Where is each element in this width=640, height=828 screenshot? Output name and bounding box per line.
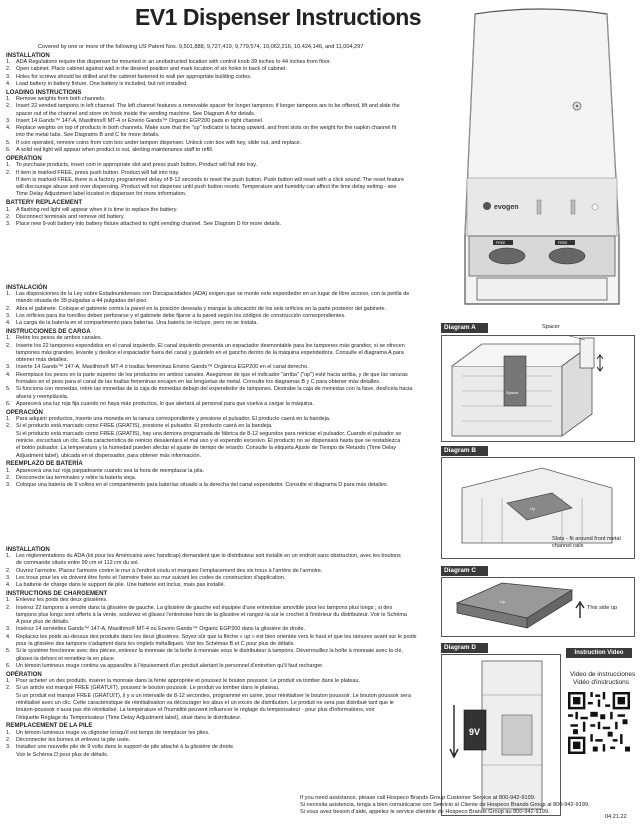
step-continuation: mando situada de 39 pulgadas a 44 pulgadas del piso. bbox=[16, 298, 148, 305]
step-text: Retire los pesos de ambos canales. bbox=[16, 335, 103, 342]
diagram-a-spacer-callout: Spacer bbox=[542, 324, 560, 330]
qr-code[interactable] bbox=[568, 692, 630, 754]
instruction-step bbox=[6, 744, 431, 751]
footer-french: Si vous avez besoin d'aide, appelez le service clientèle de Hospeco Brands Group au 800-942-9199. bbox=[300, 809, 550, 815]
step-number: 3. bbox=[6, 744, 11, 751]
instruction-step bbox=[6, 74, 431, 81]
step-continuation: de commande situés entre 99 cm et 112 cm du sol. bbox=[16, 560, 139, 567]
step-continuation: Voir le Schéma D pour plus de détails. bbox=[16, 751, 109, 758]
instruction-step bbox=[6, 582, 431, 589]
instruction-step bbox=[6, 416, 431, 423]
dispenser-illustration bbox=[447, 6, 633, 306]
instruction-step bbox=[6, 626, 431, 633]
step-number: 4. bbox=[6, 633, 11, 640]
diagram-d-illustration bbox=[442, 655, 560, 815]
step-number: 2. bbox=[6, 213, 11, 220]
section-heading: REEMPLAZO DE BATERÍA bbox=[6, 460, 83, 468]
step-text: Inserte 14 Gands™ 147-A, Maxithins® MT-4 o toallas femeninas Envirio Gands™ Orgánica EGP200 en el canal derecho. bbox=[16, 364, 309, 371]
step-number: 6. bbox=[6, 400, 11, 407]
step-number: 5. bbox=[6, 386, 11, 393]
step-text: La carga de la batería en el compartimento para baterías. Una batería se incluye, pero no se instala. bbox=[16, 320, 258, 327]
step-number: 2. bbox=[6, 604, 11, 611]
free-label-right: FREE bbox=[558, 241, 568, 245]
instruction-step bbox=[6, 575, 431, 582]
instruction-step bbox=[6, 423, 431, 430]
instruction-step bbox=[6, 313, 431, 320]
step-number: 1. bbox=[6, 335, 11, 342]
step-continuation: spacer out of the channel and store on hook inside the vending machine. See Diagram A for details. bbox=[16, 110, 256, 117]
step-continuation: glissez-la dehors et remettez-la en place. bbox=[16, 655, 116, 662]
step-continuation: afuera y reemplácela. bbox=[16, 393, 69, 400]
step-continuation: tampones más grandes, levante y deslice el espaciador fuera del canal y guárdelo en el gancho dentro de la máquina expendedora. Consulte el diagrama A para bbox=[16, 349, 404, 356]
diagram-a-label: Diagram A bbox=[441, 323, 488, 333]
step-continuation: el botón pulsador. La temperatura y la humedad pueden afectar el ajuste de tiempo de retardo. Consulte la etiqueta Ajuste de Tiempo de Retardo (Time Delay bbox=[16, 445, 397, 452]
instruction-step bbox=[6, 291, 431, 298]
instruction-step bbox=[6, 320, 431, 327]
step-text: Installez une nouvelle pile de 9 volts dans le support de pile attaché à la glissière de droite. bbox=[16, 744, 235, 751]
english-instructions bbox=[6, 51, 431, 229]
instruction-step bbox=[6, 568, 431, 575]
step-number: 1. bbox=[6, 206, 11, 213]
step-number: 2. bbox=[6, 685, 11, 692]
step-text: If item is marked FREE, press push button. Product will fall into tray. bbox=[16, 169, 180, 176]
instruction-step bbox=[6, 475, 431, 482]
step-text: Abra el gabinete. Coloque el gabinete contra la pared en la posición deseada y marque la ubicación de los seis orificios en la parte posterior del gabinete. bbox=[16, 305, 386, 312]
step-number: 4. bbox=[6, 125, 11, 132]
step-continuation: reinicie, escuchará un clic. Esta característica de reinicio desalentará el mal uso y el expendio excesivo. El producto no se dispensará hasta que se restablezca bbox=[16, 438, 401, 445]
step-number: 2. bbox=[6, 305, 11, 312]
spanish-instructions bbox=[6, 283, 431, 490]
step-text: Enlevez les poids des deux glissières. bbox=[16, 597, 108, 604]
diagram-b-part-label: Up bbox=[530, 506, 536, 511]
step-number: 1. bbox=[6, 467, 11, 474]
step-text: Un témoin lumineux rouge va clignoter lorsqu'il est temps de remplacer les piles. bbox=[16, 729, 210, 736]
step-text: Replace weights on top of products in both channels. Make sure that the "up" indicator is facing upward, and front slots on the weight for the napkin channel fit bbox=[16, 125, 397, 132]
section-heading: OPÉRATION bbox=[6, 670, 42, 678]
step-number: 1. bbox=[6, 162, 11, 169]
instruction-step bbox=[6, 468, 431, 475]
section-heading: OPERACIÓN bbox=[6, 408, 43, 416]
instruction-step bbox=[6, 59, 431, 66]
diagram-a-part-label: Spacer bbox=[506, 390, 519, 395]
step-text: Insert 22 vended tampons in left channel. The left channel features a removable spacer for longer tampons; if longer tampons are to be offered, lift and slide the bbox=[16, 103, 400, 110]
instruction-step bbox=[6, 730, 431, 737]
step-number: 1. bbox=[6, 678, 11, 685]
step-text: Aparecerá una luz roja fija cuando no haya más productos, lo que alertará al personal para que vuelva a cargar la máquina. bbox=[16, 400, 314, 407]
step-number: 1. bbox=[6, 416, 11, 423]
step-text: Disconnect terminals and remove old battery. bbox=[16, 213, 125, 220]
step-text: La batterie de charge dans le support de pile. Une batterie est inclus, mais pas installé. bbox=[16, 582, 226, 589]
step-text: Remove weights from both channels. bbox=[16, 96, 106, 102]
step-number: 6. bbox=[6, 662, 11, 669]
step-continuation: obtener más detalles. bbox=[16, 357, 68, 364]
instruction-step bbox=[6, 343, 431, 350]
step-text: A flashing red light will appear when it is time to replace the battery. bbox=[16, 206, 178, 213]
step-number: 4. bbox=[6, 320, 11, 327]
step-number: 3. bbox=[6, 312, 11, 319]
step-number: 1. bbox=[6, 58, 11, 65]
footer-spanish: Si necesita asistencia, tenga a bien comunicarse con Servicio al Cliente de Hospeco Brands Group al 800-942-9199. bbox=[300, 802, 590, 808]
step-continuation: will discourage abuse and over dispensing. Product will not dispense until push button resets. Temperature and humidity can affect the time delay setting - see bbox=[16, 184, 397, 191]
video-label-french: Vidéo d'instructions bbox=[573, 679, 630, 686]
step-continuation: Time Delay Adjustment label located in dispenser for more information. bbox=[16, 191, 187, 198]
instruction-step bbox=[6, 648, 431, 655]
step-text: Holes for screws should be drilled and the cabinet fastened to wall per appropriate building codes. bbox=[16, 73, 252, 80]
instruction-step bbox=[6, 214, 431, 221]
step-number: 3. bbox=[6, 364, 11, 371]
brand-logo-text: evogen bbox=[494, 204, 519, 211]
section-heading: BATTERY REPLACEMENT bbox=[6, 199, 83, 207]
instruction-step bbox=[6, 401, 431, 408]
patent-notice: Covered by one or more of the following US Patent Nos. 9,501,888, 9,727,419, 9,779,574, 10,062,216, 10,424,146, and 11,004,297 bbox=[38, 44, 364, 50]
left-push-button[interactable] bbox=[489, 248, 525, 264]
step-number: 1. bbox=[6, 729, 11, 736]
step-text: A solid red light will appear when product is out, alerting maintenance staff to refill. bbox=[16, 147, 214, 154]
product-tray[interactable] bbox=[477, 278, 607, 300]
revision-date: 04.21.22 bbox=[605, 814, 627, 820]
instruction-step bbox=[6, 170, 431, 177]
step-text: Open cabinet. Place cabinet against wall in the desired position and mark location of six holes in back of cabinet. bbox=[16, 66, 287, 73]
step-number: 6. bbox=[6, 147, 11, 154]
step-text: Si un article est marqué FREE (GRATUIT), poussez le bouton poussoir. Le produit va tomber dans le plateau. bbox=[16, 685, 280, 692]
step-number: 5. bbox=[6, 648, 11, 655]
step-number: 2. bbox=[6, 423, 11, 430]
instruction-step bbox=[6, 364, 431, 371]
instruction-step bbox=[6, 66, 431, 73]
step-continuation: into the metal tabs. See Diagrams B and C for more details. bbox=[16, 132, 160, 139]
diagram-c bbox=[441, 577, 635, 637]
instruction-step bbox=[6, 597, 431, 604]
instruction-step bbox=[6, 335, 431, 342]
diagram-c-label: Diagram C bbox=[441, 566, 488, 576]
diagram-c-note: This side up bbox=[587, 605, 618, 611]
page-title: EV1 Dispenser Instructions bbox=[135, 4, 422, 30]
step-continuation: l'étiquette Réglage du Temporisateur (Time Delay Adjustment label), situé dans le distributeur. bbox=[16, 714, 242, 721]
diagram-a bbox=[441, 335, 635, 442]
step-text: Load battery in battery fixture. One battery is included, but not installed. bbox=[16, 80, 188, 87]
step-number: 3. bbox=[6, 626, 11, 633]
step-text: ADA Regulations require this dispenser be mounted in an unobstructed location with control knob 39 inches to 44 inches from floor. bbox=[16, 58, 331, 65]
step-number: 1. bbox=[6, 290, 11, 297]
step-text: If coin operated, remove coins from coin box under tampon dispenser. Unlock coin box with key, slide out, and replace. bbox=[16, 139, 302, 146]
battery-label: 9V bbox=[469, 727, 481, 737]
step-number: 1. bbox=[6, 552, 11, 559]
instruction-step bbox=[6, 140, 431, 147]
step-text: Un témoin lumineux rouge continu va apparaître à l'épuisement d'un produit alertant le personnel d'entretien qu'il faut recharger. bbox=[16, 662, 324, 669]
diagram-a-illustration bbox=[442, 336, 634, 441]
step-text: Coloque una batería de 9 voltios en el compartimento para baterías situado a la derecha del canal expendedor. Consulte el diagrama D para más detalles. bbox=[16, 482, 389, 489]
step-text: Los orificios para los tornillos deben perforarse y el gabinete debe fijarse a la pared según los códigos de construcción correspondientes. bbox=[16, 312, 346, 319]
step-continuation: If item is marked FREE, there is a factory programmed delay of 8-12 seconds to reset the push button. Push button will reset with a click sound. The reset feature bbox=[16, 176, 404, 183]
instruction-step bbox=[6, 221, 431, 228]
instruction-step bbox=[6, 147, 431, 154]
footer-english: If you need assistance, please call Hospeco Brands Group Customer Service at 800-942-9199. bbox=[300, 795, 536, 801]
step-text: Inserte los 22 tampones expendidos en el canal izquierdo. El canal izquierdo presenta un espaciador desmontable para los tampones más grandes; si se ofrecen bbox=[16, 342, 405, 349]
step-continuation: tampons plus longs sont offerts à la vente, soulevez et glissez l'entretoise hors de la glissière et rangez-la sur le crochet à l'intérieur du distributeur. Voir le Schéma bbox=[16, 611, 407, 618]
step-number: 4. bbox=[6, 80, 11, 87]
diagram-c-part-label: Up bbox=[500, 599, 506, 604]
instruction-step bbox=[6, 96, 431, 103]
diagram-b bbox=[441, 457, 635, 559]
step-number: 3. bbox=[6, 574, 11, 581]
instruction-step bbox=[6, 386, 431, 393]
step-text: Insérez 22 tampons à vendre dans la glissière de gauche. La glissière de gauche est équipée d'une entretoise amovible pour les tampons plus longs ; si des bbox=[16, 604, 393, 611]
instruction-step bbox=[6, 118, 431, 125]
section-heading: LOADING INSTRUCTIONS bbox=[6, 88, 82, 96]
step-text: Place new 9-volt battery into battery fixture attached to right vending channel. See Diagram D for more details. bbox=[16, 221, 282, 228]
instruction-step bbox=[6, 81, 431, 88]
instruction-video-label: Instruction Video bbox=[566, 648, 632, 658]
french-instructions bbox=[6, 545, 431, 759]
step-text: Insert 14 Gands™ 147-A, Maxithins® MT-4 or Envirio Gands™ Organic EGP200 pads in right channel. bbox=[16, 117, 264, 124]
step-continuation: A pour plus de détails. bbox=[16, 619, 70, 626]
step-number: 3. bbox=[6, 117, 11, 124]
instruction-step bbox=[6, 125, 431, 132]
section-heading: REMPLACEMENT DE LA PILE bbox=[6, 722, 93, 730]
step-number: 3. bbox=[6, 73, 11, 80]
instruction-step bbox=[6, 678, 431, 685]
step-text: Si funciona con monedas, retire las monedas de la caja de monedas debajo del expendedor de tampones. Destrabe la caja de monedas con la llave, deslícela hacia bbox=[16, 386, 413, 393]
step-text: Les réglementations du ADA (loi pour les Américains avec handicap) demandent que le distributeur soit installé en un endroit sans obstruction, avec les boutons bbox=[16, 552, 401, 559]
instruction-step bbox=[6, 553, 431, 560]
diagram-d bbox=[441, 654, 561, 816]
step-text: Insérez 14 serviettes Gands™ 147-A, Maxithins® MT-4 ou Envirio Gands™ Organic EGP200 dans la glissière de droite. bbox=[16, 626, 306, 633]
instruction-step bbox=[6, 737, 431, 744]
step-text: Las disposiciones de la Ley sobre Estadounidenses con Discapacidades (ADA) exigen que se monte este expendedor en un lugar de libre acceso, con la perilla de bbox=[16, 290, 410, 297]
instruction-step bbox=[6, 306, 431, 313]
step-text: Les trous pour les vis doivent être forés et l'armoire fixée au mur suivant les codes de construction d'application. bbox=[16, 574, 286, 581]
section-heading: INSTALACIÓN bbox=[6, 283, 48, 291]
step-number: 4. bbox=[6, 582, 11, 589]
step-number: 2. bbox=[6, 169, 11, 176]
step-text: Pour acheter un des produits, insérer la monnaie dans la fente appropriée et poussez le bouton poussoir. Le produit va tomber dans le plateau. bbox=[16, 678, 360, 685]
step-number: 2. bbox=[6, 66, 11, 73]
step-number: 3. bbox=[6, 221, 11, 228]
right-push-button[interactable] bbox=[549, 248, 585, 264]
instruction-step bbox=[6, 634, 431, 641]
step-text: Reemplace los pesos en la parte superior de los productos en ambos canales. Asegúrese de que el indicador "arriba" ("up") esté hacia arriba, y de que las ranuras bbox=[16, 371, 408, 378]
instruction-step bbox=[6, 162, 431, 169]
instruction-step bbox=[6, 605, 431, 612]
step-continuation: bouton-poussoir n'aura pas été réinitialisé. La température et l'humidité peuvent influencer le réglage du temporisateur - pour plus d'informations, voir bbox=[16, 707, 375, 714]
step-continuation: pour la glissière des tampons s'adaptent dans les onglets métalliques. Voir les Schémas B et C pour plus de détails. bbox=[16, 641, 295, 648]
instruction-step bbox=[6, 482, 431, 489]
step-continuation: Si un produit est marqué FREE (GRATUIT), il y a un intervalle de 8-12 secondes, programmé en usine, pour réinitialiser le bouton poussoir. Le bouton poussoir sera bbox=[16, 692, 411, 699]
free-label-left: FREE bbox=[496, 241, 506, 245]
step-number: 2. bbox=[6, 567, 11, 574]
step-number: 4. bbox=[6, 371, 11, 378]
instruction-step bbox=[6, 685, 431, 692]
step-text: Para adquirir productos, inserte una moneda en la ranura correspondiente y presione el pulsador. El producto caerá en la bandeja. bbox=[16, 416, 331, 423]
section-heading: INSTRUCTIONS DE CHARGEMENT bbox=[6, 589, 108, 597]
step-text: Ouvrez l'armoire. Placez l'armoire contre le mur à l'endroit voulu et marquez l'emplacement des six trous à l'arrière de l'armoire. bbox=[16, 567, 323, 574]
step-continuation: Adjustment label), ubicada en el dispensador, para obtener más información. bbox=[16, 452, 201, 459]
step-text: To purchase products, insert coin in appropriate slot and press push button. Product will fall into tray. bbox=[16, 162, 258, 169]
instruction-step bbox=[6, 207, 431, 214]
step-text: Aparecerá una luz roja parpadeante cuando sea la hora de reemplazar la pila. bbox=[16, 467, 205, 474]
step-text: Si el producto está marcado como FREE (GRATIS), presione el pulsador. El producto caerá en la bandeja. bbox=[16, 423, 273, 430]
step-number: 3. bbox=[6, 482, 11, 489]
diagram-b-label: Diagram B bbox=[441, 446, 488, 456]
step-continuation: réinitialisé avec un clic. Cette caractéristique de réinitialisation va décourager les abus et un excès de distribution. Le produit ne sera pas distribué tant que le bbox=[16, 700, 394, 707]
step-text: Desconecte las terminales y retire la batería vieja. bbox=[16, 475, 137, 482]
step-text: Replacez les poids au-dessus des produits dans les deux glissières. Soyez sûr que la flèche « up » est bien orientée vers le haut et que les rainures avant sur le poids bbox=[16, 633, 417, 640]
instruction-step bbox=[6, 663, 431, 670]
step-continuation: frontales en el peso para el canal de las toallas femeninas encajen en las lengüetas de metal. Consulte los diagramas B y C para obtener más detalles. bbox=[16, 379, 381, 386]
section-heading: OPERATION bbox=[6, 154, 42, 162]
instruction-step bbox=[6, 372, 431, 379]
step-text: Déconnecter les bornes et enlevez la pile usée. bbox=[16, 737, 131, 744]
section-heading: INSTALLATION bbox=[6, 51, 50, 59]
diagram-b-note: Slots - fit around front metal channel rails bbox=[552, 536, 621, 549]
step-number: 2. bbox=[6, 103, 11, 110]
instruction-step bbox=[6, 103, 431, 110]
step-number: 5. bbox=[6, 139, 11, 146]
step-number: 1. bbox=[6, 96, 11, 102]
step-number: 2. bbox=[6, 475, 11, 482]
step-number: 2. bbox=[6, 342, 11, 349]
section-heading: INSTALLATION bbox=[6, 545, 50, 553]
step-number: 1. bbox=[6, 597, 11, 604]
video-label-spanish: Video de instrucciones bbox=[570, 671, 636, 678]
section-heading: INSTRUCCIONES DE CARGA bbox=[6, 327, 91, 335]
diagram-d-label: Diagram D bbox=[441, 643, 488, 653]
step-continuation: Si el producto está marcado como FREE (GRATIS), hay una demora programada de fábrica de 8-12 segundos para reiniciar el pulsador. Cuando el pulsador se bbox=[16, 430, 402, 437]
step-text: Si le système fonctionne avec des pièces, enlevez la monnaie de la boîte à monnaie sous le distributeur à tampons. Déverrouillez la boîte à monnaie avec la clé, bbox=[16, 648, 403, 655]
step-number: 2. bbox=[6, 737, 11, 744]
